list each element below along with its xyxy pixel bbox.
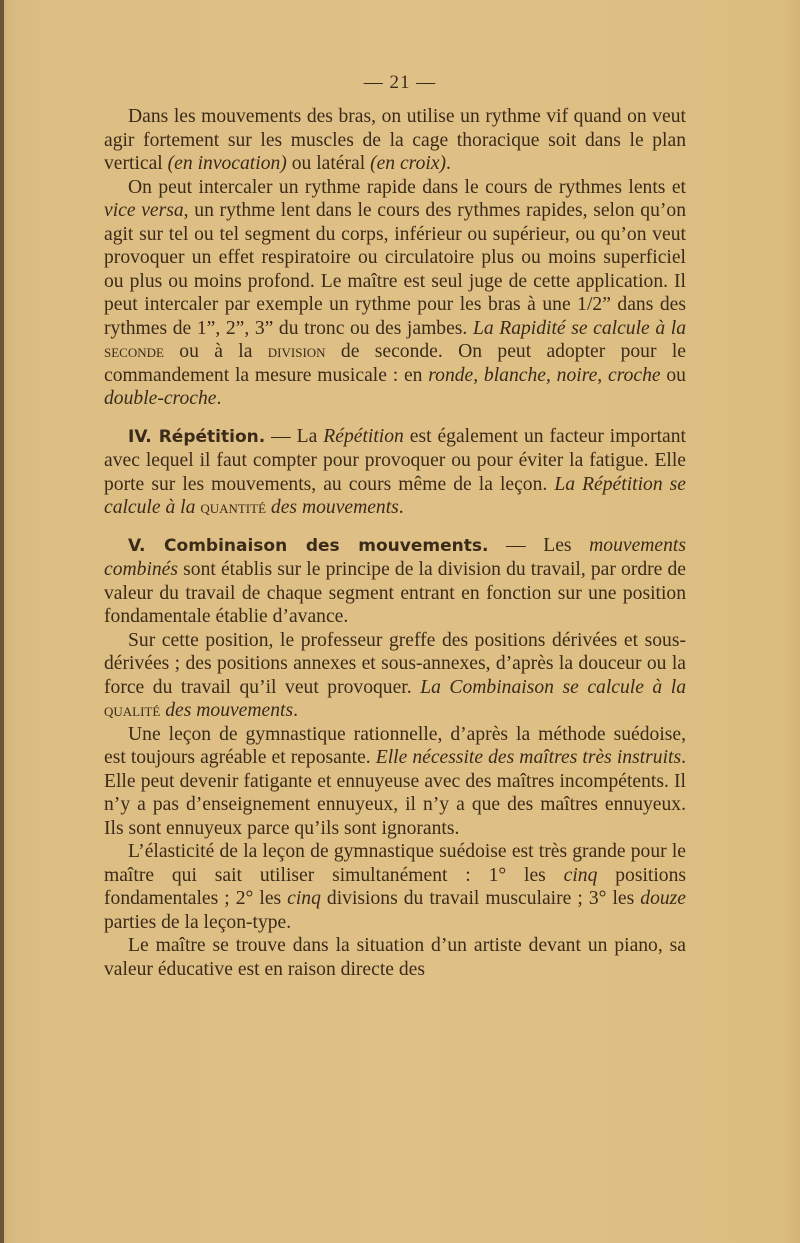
text-run: ou latéral — [286, 153, 371, 174]
small-caps-text: seconde — [104, 341, 164, 361]
paragraph — [104, 425, 686, 520]
italic-text: cinq — [563, 864, 598, 886]
italic-text: Elle nécessite des maîtres très instruits — [375, 747, 682, 768]
paragraph — [104, 840, 686, 934]
section-heading: V. Combinaison des mouvements. — [128, 535, 489, 556]
italic-text: La Rapidité se calcule à la — [472, 317, 686, 339]
small-caps-text: quantité — [200, 497, 267, 517]
paragraph — [104, 176, 686, 411]
text-run: — Les — [488, 534, 590, 556]
small-caps-text: division — [267, 341, 326, 361]
page-edge — [0, 0, 4, 1243]
text-run: de seconde. On peut adopter pour le commandement la mesure musicale : en — [104, 341, 686, 386]
italic-text: mouvements combinés — [104, 534, 686, 580]
text-run: ou — [660, 364, 686, 386]
body-text — [104, 105, 686, 981]
paragraph — [104, 629, 686, 723]
text-run: , un rythme lent dans le cours des rythmes rapides, selon qu’on agit sur tel ou tel segment du corps, inférieur ou supérieur, ou qu’on veut provoquer un effet respiratoire ou circulatoire plus ou moins superficiel ou plus ou moins profond. Le maître est seul juge de cette application. Il peut intercaler par exemple un rythme pour les bras à une 1/2” dans des rythmes de 1”, 2”, 3” du tronc ou des jambes. — [104, 200, 686, 339]
text-run: ou à la — [163, 341, 268, 362]
text-run: Une leçon de gymnastique rationnelle, d’après la méthode suédoise, est toujours agréable et reposante. — [104, 723, 686, 768]
paragraph — [104, 534, 686, 629]
text-run: sont établis sur le principe de la division du travail, par ordre de valeur du travail de chaque segment entrant en fonction sur une position fondamentale établie d’avance. — [104, 559, 686, 627]
italic-text: douze — [640, 888, 686, 909]
italic-text: ronde, blanche, noire, croche — [428, 364, 661, 386]
text-run: parties de la leçon-type. — [104, 911, 292, 933]
italic-text: (en croix) — [370, 153, 447, 174]
paragraph — [104, 105, 686, 176]
text-run: positions fondamentales ; 2° les — [104, 864, 687, 909]
text-run: Sur cette position, le professeur greffe des positions dérivées et sous-dérivées ; des positions annexes et sous-annexes, d’après la douceur ou la force du travail qu’il veut provoquer. — [104, 629, 686, 698]
text-run: . Elle peut devenir fatigante et ennuyeuse avec des maîtres incompétents. Il n’y a pas d’enseignement ennuyeux, il n’y a que des maîtres ennuyeux. Ils sont ennuyeux parce qu’ils sont ignorants. — [104, 747, 686, 839]
text-run: L’élasticité de la leçon de gymnastique suédoise est très grande pour le maître qui sait utiliser simultanément : 1° les — [104, 841, 686, 886]
text-run: On peut intercaler un rythme rapide dans le cours de rythmes lents et — [128, 176, 686, 198]
text-run: . — [398, 497, 404, 518]
italic-text: des mouvements — [266, 497, 399, 518]
text-run: Dans les mouvements des bras, on utilise un rythme vif quand on veut agir fortement sur les muscles de la cage thoracique soit dans le plan vertical — [104, 106, 686, 174]
text-run: — La — [265, 425, 324, 447]
italic-text: cinq — [287, 888, 321, 909]
italic-text: La Répétition se calcule à la — [104, 473, 686, 518]
text-run: divisions du travail musculaire ; 3° les — [320, 888, 641, 909]
text-run: est également un facteur important avec lequel il faut compter pour provoquer ou pour éviter la fatigue. Elle porte sur les mouvements, au cours même de la leçon. — [104, 425, 686, 495]
text-run: . — [446, 153, 451, 174]
small-caps-text: qualité — [104, 700, 161, 720]
text-run: Le maître se trouve dans la situation d’un artiste devant un piano, sa valeur éducative est en raison directe des — [104, 935, 686, 980]
text-run: . — [216, 388, 222, 409]
paragraph — [104, 934, 686, 981]
italic-text: des mouvements — [160, 700, 294, 721]
page-number: — 21 — — [363, 72, 437, 93]
paragraph — [104, 723, 686, 841]
italic-text: vice versa — [104, 200, 184, 221]
italic-text: La Combinaison se calcule à la — [420, 676, 686, 698]
text-run: . — [293, 700, 298, 721]
italic-text: double-croche — [104, 388, 217, 409]
section-heading: IV. Répétition. — [128, 426, 266, 447]
italic-text: Répétition — [323, 425, 404, 447]
italic-text: (en invocation) — [167, 153, 287, 174]
